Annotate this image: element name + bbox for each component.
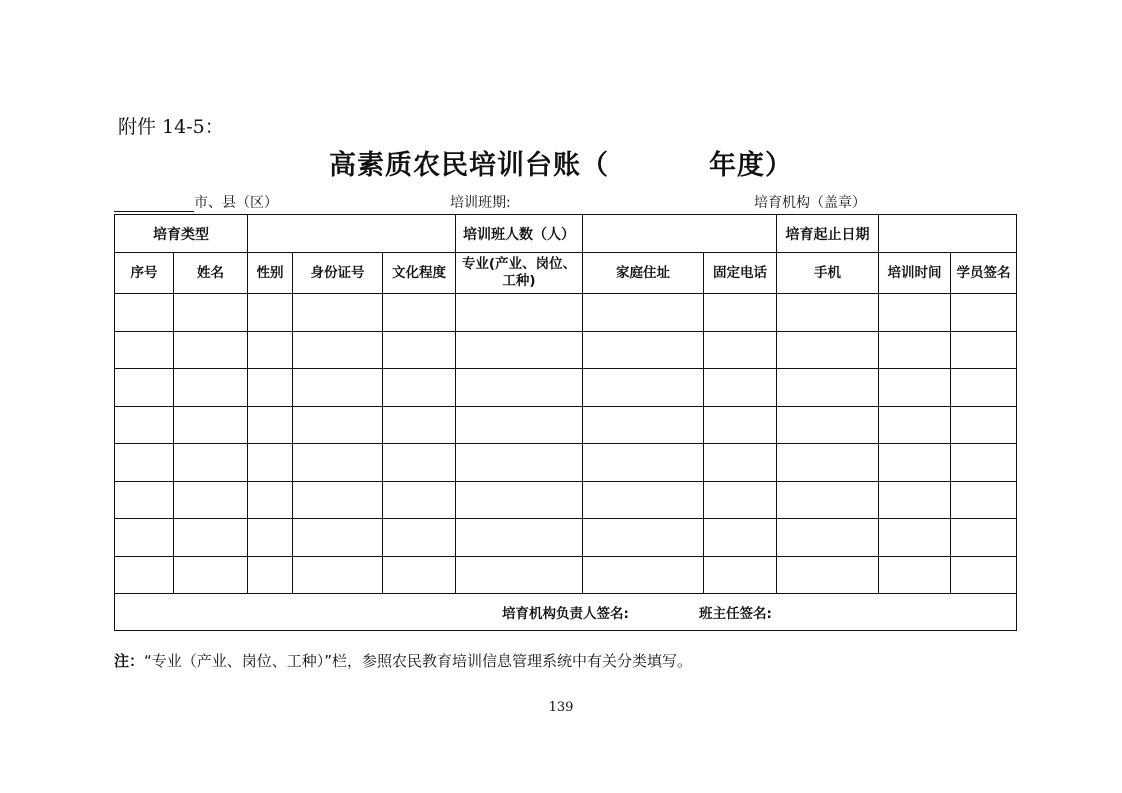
table-cell[interactable] xyxy=(456,369,583,407)
note-text: “专业（产业、岗位、工种）”栏，参照农民教育培训信息管理系统中有关分类填写。 xyxy=(144,652,693,670)
type-label: 培育类型 xyxy=(115,215,248,253)
table-cell[interactable] xyxy=(174,331,248,369)
table-cell[interactable] xyxy=(951,481,1017,519)
table-cell[interactable] xyxy=(879,369,951,407)
table-cell[interactable] xyxy=(583,406,704,444)
count-label: 培训班人数（人） xyxy=(456,215,583,253)
table-cell[interactable] xyxy=(704,369,777,407)
table-cell[interactable] xyxy=(293,331,383,369)
table-cell[interactable] xyxy=(383,369,456,407)
table-cell[interactable] xyxy=(383,444,456,482)
table-cell[interactable] xyxy=(456,556,583,594)
table-cell[interactable] xyxy=(879,556,951,594)
column-header: 固定电话 xyxy=(704,253,777,294)
table-cell[interactable] xyxy=(383,331,456,369)
table-cell[interactable] xyxy=(456,294,583,332)
table-cell[interactable] xyxy=(583,519,704,557)
table-cell[interactable] xyxy=(248,369,293,407)
teacher-sign-label: 班主任签名: xyxy=(699,606,772,622)
table-cell[interactable] xyxy=(704,406,777,444)
table-cell[interactable] xyxy=(248,444,293,482)
table-cell[interactable] xyxy=(115,294,174,332)
table-row xyxy=(115,444,1017,482)
table-cell[interactable] xyxy=(704,556,777,594)
ledger-table xyxy=(114,214,1017,631)
table-cell[interactable] xyxy=(583,444,704,482)
table-cell[interactable] xyxy=(951,294,1017,332)
column-header: 家庭住址 xyxy=(583,253,704,294)
table-cell[interactable] xyxy=(456,406,583,444)
table-cell[interactable] xyxy=(583,556,704,594)
table-cell[interactable] xyxy=(704,331,777,369)
page-title xyxy=(0,143,1122,182)
table-cell[interactable] xyxy=(248,519,293,557)
column-header: 序号 xyxy=(115,253,174,294)
type-value-cell[interactable] xyxy=(248,215,456,253)
table-cell[interactable] xyxy=(383,556,456,594)
signature-row xyxy=(115,594,1017,631)
table-cell[interactable] xyxy=(777,294,879,332)
table-cell[interactable] xyxy=(383,519,456,557)
table-cell[interactable] xyxy=(293,481,383,519)
table-cell[interactable] xyxy=(115,481,174,519)
table-cell[interactable] xyxy=(777,331,879,369)
table-cell[interactable] xyxy=(777,444,879,482)
table-cell[interactable] xyxy=(174,519,248,557)
column-header: 手机 xyxy=(777,253,879,294)
table-cell[interactable] xyxy=(383,294,456,332)
table-cell[interactable] xyxy=(583,369,704,407)
table-cell[interactable] xyxy=(879,444,951,482)
table-row xyxy=(115,556,1017,594)
note-label: 注： xyxy=(114,652,145,670)
table-cell[interactable] xyxy=(456,519,583,557)
district-blank[interactable] xyxy=(114,197,194,212)
district-label: 市、县（区） xyxy=(194,195,278,211)
table-cell[interactable] xyxy=(293,444,383,482)
table-cell[interactable] xyxy=(293,406,383,444)
table-cell[interactable] xyxy=(951,444,1017,482)
column-header: 学员签名 xyxy=(951,253,1017,294)
table-cell[interactable] xyxy=(583,331,704,369)
table-cell[interactable] xyxy=(704,294,777,332)
table-cell[interactable] xyxy=(879,519,951,557)
table-row xyxy=(115,369,1017,407)
annex-label: 附件 14-5： xyxy=(118,116,224,138)
table-cell[interactable] xyxy=(248,406,293,444)
column-header: 身份证号 xyxy=(293,253,383,294)
column-header: 性别 xyxy=(248,253,293,294)
table-cell[interactable] xyxy=(777,406,879,444)
table-cell[interactable] xyxy=(777,519,879,557)
table-cell[interactable] xyxy=(951,406,1017,444)
table-row xyxy=(115,519,1017,557)
title-right: 年度） xyxy=(709,150,793,181)
column-header: 姓名 xyxy=(174,253,248,294)
table-cell[interactable] xyxy=(583,481,704,519)
table-cell[interactable] xyxy=(879,294,951,332)
table-cell[interactable] xyxy=(383,481,456,519)
table-cell[interactable] xyxy=(115,444,174,482)
table-row xyxy=(115,481,1017,519)
table-row xyxy=(115,294,1017,332)
table-cell[interactable] xyxy=(174,294,248,332)
table-cell[interactable] xyxy=(704,444,777,482)
table-cell[interactable] xyxy=(248,556,293,594)
table-cell[interactable] xyxy=(879,331,951,369)
header-row-2 xyxy=(115,253,1017,294)
table-cell[interactable] xyxy=(456,444,583,482)
table-cell[interactable] xyxy=(879,481,951,519)
dates-value-cell[interactable] xyxy=(879,215,1017,253)
table-cell[interactable] xyxy=(115,331,174,369)
table-cell[interactable] xyxy=(174,444,248,482)
table-cell[interactable] xyxy=(248,294,293,332)
table-cell[interactable] xyxy=(293,556,383,594)
table-row xyxy=(115,406,1017,444)
table-cell[interactable] xyxy=(777,481,879,519)
header-row-1 xyxy=(115,215,1017,253)
table-cell[interactable] xyxy=(704,519,777,557)
table-cell[interactable] xyxy=(248,331,293,369)
table-cell[interactable] xyxy=(115,406,174,444)
table-cell[interactable] xyxy=(951,369,1017,407)
table-cell[interactable] xyxy=(248,481,293,519)
table-cell[interactable] xyxy=(174,481,248,519)
table-cell[interactable] xyxy=(115,556,174,594)
dates-label: 培育起止日期 xyxy=(777,215,879,253)
table-cell[interactable] xyxy=(115,519,174,557)
table-cell[interactable] xyxy=(583,294,704,332)
table-cell[interactable] xyxy=(951,331,1017,369)
table-cell[interactable] xyxy=(456,331,583,369)
table-cell[interactable] xyxy=(174,556,248,594)
table-row xyxy=(115,331,1017,369)
table-cell[interactable] xyxy=(704,481,777,519)
table-cell[interactable] xyxy=(293,294,383,332)
district-field xyxy=(114,192,278,212)
count-value-cell[interactable] xyxy=(583,215,777,253)
head-sign-label: 培育机构负责人签名: xyxy=(502,606,629,622)
table-cell[interactable] xyxy=(115,369,174,407)
table-cell[interactable] xyxy=(174,369,248,407)
table-cell[interactable] xyxy=(879,406,951,444)
table-cell[interactable] xyxy=(951,519,1017,557)
footnote xyxy=(114,650,692,671)
period-label: 培训班期: xyxy=(450,195,511,211)
table-cell[interactable] xyxy=(456,481,583,519)
column-header: 培训时间 xyxy=(879,253,951,294)
column-header: 专业(产业、岗位、工种) xyxy=(456,253,583,294)
column-header: 文化程度 xyxy=(383,253,456,294)
signature-cell[interactable] xyxy=(115,594,1017,631)
table-cell[interactable] xyxy=(174,406,248,444)
title-left: 高素质农民培训台账（ xyxy=(329,150,609,181)
table-cell[interactable] xyxy=(293,519,383,557)
table-cell[interactable] xyxy=(293,369,383,407)
institution-label: 培育机构（盖章） xyxy=(754,195,866,211)
table-cell[interactable] xyxy=(777,369,879,407)
table-cell[interactable] xyxy=(951,556,1017,594)
page-number: 139 xyxy=(548,700,574,715)
table-cell[interactable] xyxy=(383,406,456,444)
table-cell[interactable] xyxy=(777,556,879,594)
